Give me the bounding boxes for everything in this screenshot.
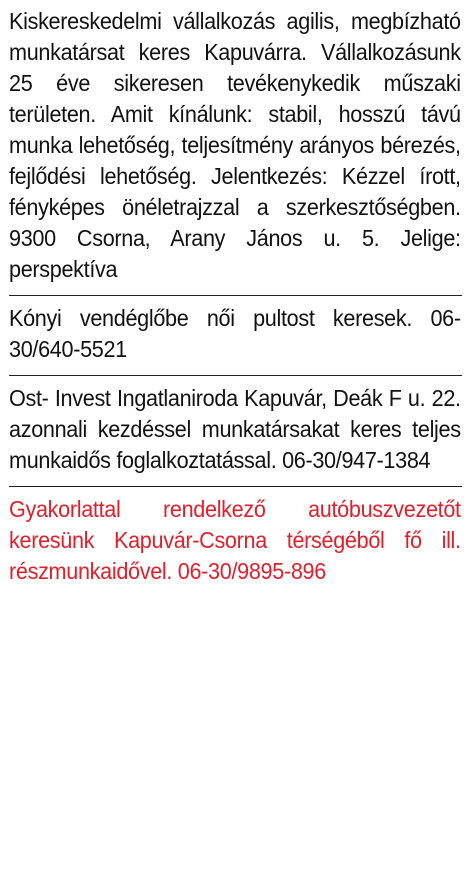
ad-divider bbox=[9, 486, 462, 487]
ad-divider bbox=[9, 295, 462, 296]
classified-ad-bus-driver-job: Gyakorlattal rendelkező autóbuszvezetőt keresünk Kapuvár-Csorna térségéből fő ill. részmunkaidővel. 06-30/9895-896 bbox=[9, 496, 461, 584]
ad-divider bbox=[9, 375, 462, 376]
classified-ad-bartender-job: Kónyi vendéglőbe női pultost keresek. 06-30/640-5521 bbox=[9, 305, 461, 362]
classified-ad-retail-job: Kiskereskedelmi vállalkozás agilis, megbízható munkatársat keres Kapuvárra. Vállalkozásunk 25 éve sikeresen tevékenykedik műszaki területen. Amit kínálunk: stabil, hosszú távú munka lehetőség, teljesítmény arányos bérezés, fejlődési lehetőség. Jelentkezés: Kézzel írott, fényképes önéletrajzzal a szerkesztőségben. 9300 Csorna, Arany János u. 5. Jelige: perspektíva bbox=[9, 8, 461, 282]
classified-ad-real-estate-job: Ost- Invest Ingatlaniroda Kapuvár, Deák F u. 22. azonnali kezdéssel munkatársakat keres teljes munkaidős foglalkoztatással. 06-30/947-1384 bbox=[9, 385, 461, 473]
